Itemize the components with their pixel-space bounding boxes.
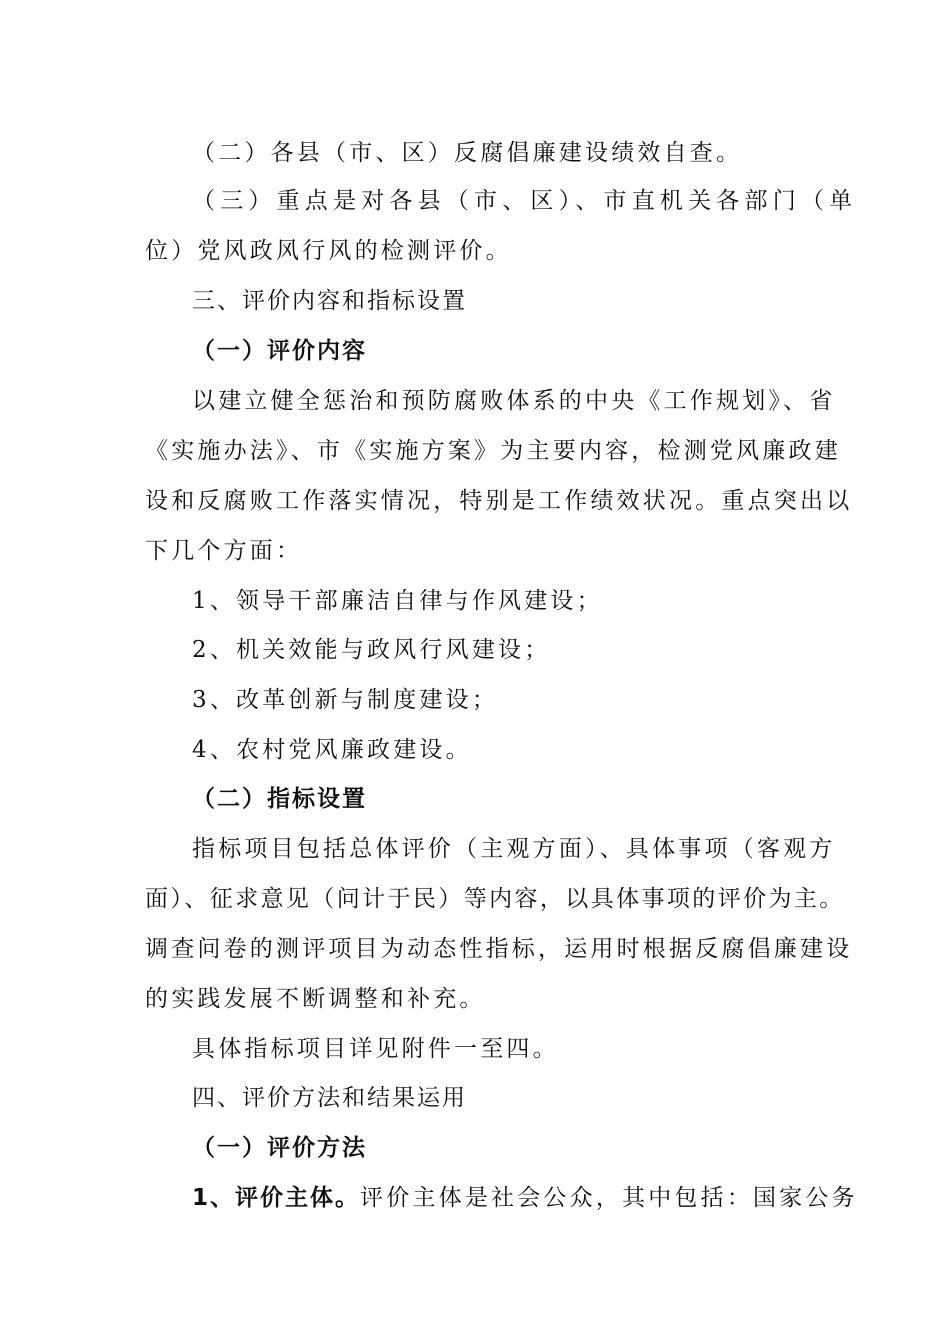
subsection-heading: （一）评价内容	[192, 338, 367, 364]
list-item: 4、农村党风廉政建设。	[192, 737, 472, 763]
section-heading: 四、评价方法和结果运用	[192, 1085, 467, 1111]
list-item: 1、领导干部廉洁自律与作风建设；	[192, 588, 603, 614]
list-item: 3、改革创新与制度建设；	[192, 687, 499, 713]
paragraph-line: 指标项目包括总体评价（主观方面）、具体事项（客观方	[192, 836, 836, 862]
paragraph-line: 具体指标项目详见附件一至四。	[192, 1036, 559, 1062]
paragraph-line: 位）党风政风行风的检测评价。	[145, 238, 512, 264]
paragraph-line: 以建立健全惩治和预防腐败体系的中央《工作规划》、省	[192, 388, 836, 414]
subsection-heading: （一）评价方法	[192, 1135, 367, 1161]
paragraph-line: 《实施办法》、市《实施方案》为主要内容，检测党风廉政建	[145, 438, 841, 464]
paragraph-line: （二）各县（市、区）反腐倡廉建设绩效自查。	[192, 140, 743, 166]
paragraph-line	[192, 1182, 862, 1214]
section-heading: 三、评价内容和指标设置	[192, 288, 467, 314]
subsection-heading: （二）指标设置	[192, 786, 367, 812]
paragraph-line: 调查问卷的测评项目为动态性指标，运用时根据反腐倡廉建设	[145, 936, 853, 962]
item-title: 1、评价主体。	[192, 1185, 361, 1211]
list-item: 2、机关效能与政风行风建设；	[192, 637, 551, 663]
paragraph-line: （三）重点是对各县（市、区）、市直机关各部门（单	[192, 188, 858, 214]
item-text: 评价主体是社会公众，其中包括：国家公务	[360, 1185, 858, 1211]
paragraph-line: 面）、征求意见（问计于民）等内容，以具体事项的评价为主。	[145, 886, 845, 912]
paragraph-line: 的实践发展不断调整和补充。	[145, 986, 486, 1012]
paragraph-line: 设和反腐败工作落实情况，特别是工作绩效状况。重点突出以	[145, 488, 853, 514]
paragraph-line: 下几个方面：	[145, 538, 303, 564]
